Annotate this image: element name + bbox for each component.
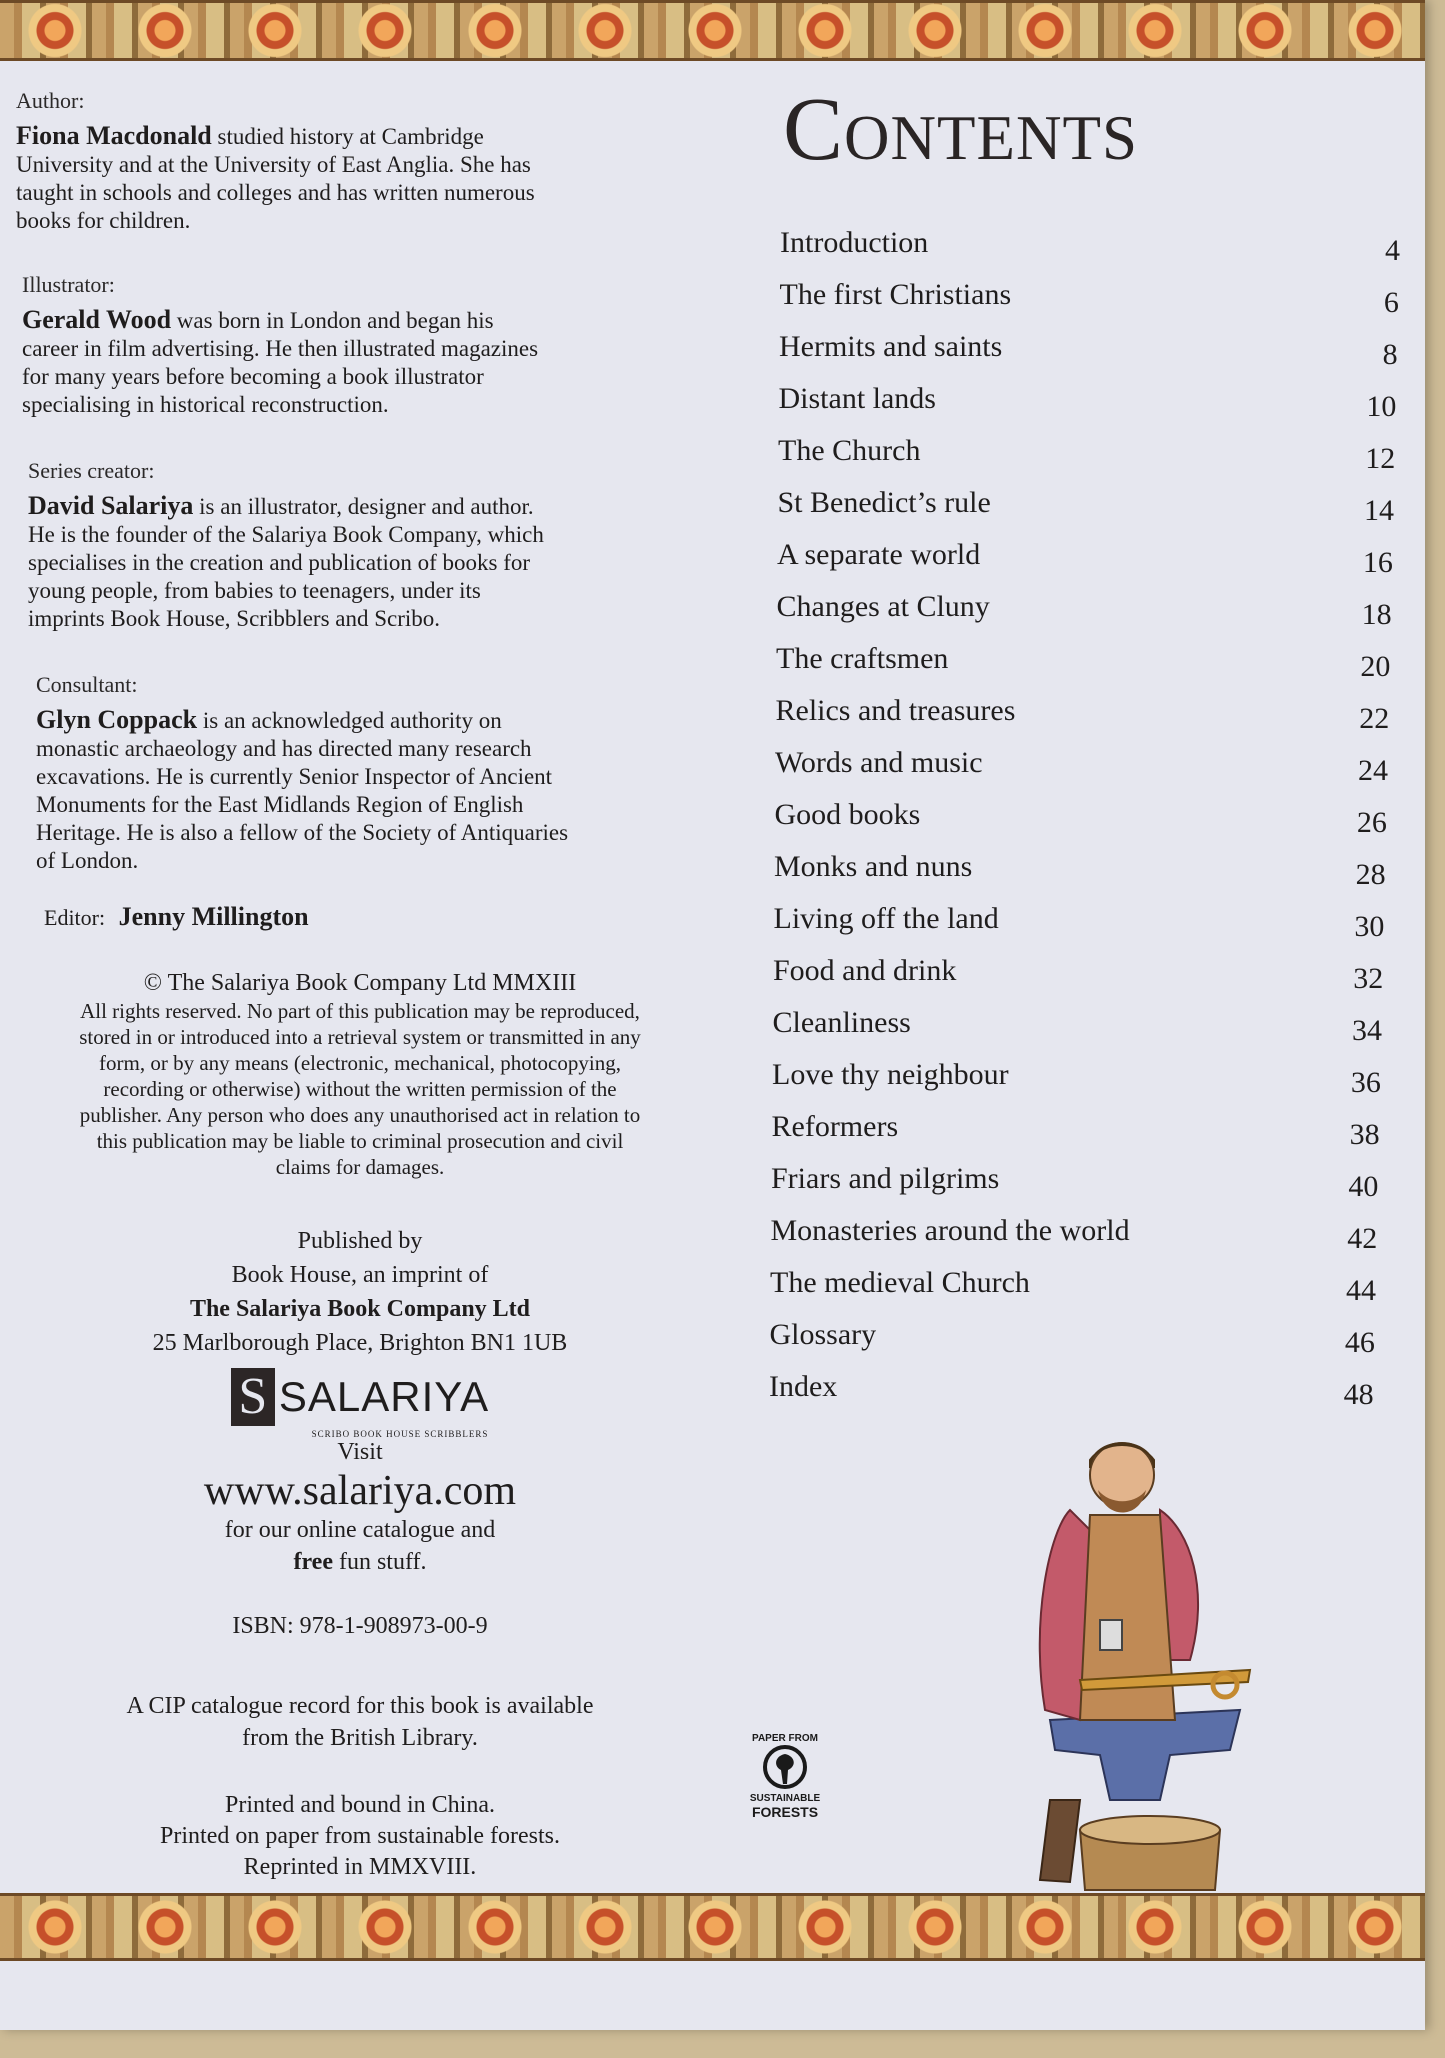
credit-bio: Fiona Macdonald studied history at Cambridge University and at the University of East Anglia. She has taught in schools and colleges and has written numerous books for children. bbox=[16, 121, 535, 233]
contents-entry-page: 22 bbox=[1359, 702, 1390, 735]
contents-entry-title: Hermits and saints bbox=[779, 330, 1003, 363]
contents-entry bbox=[770, 1310, 1375, 1362]
contents-entry-title: Index bbox=[769, 1370, 838, 1403]
contents-entry-page: 10 bbox=[1366, 390, 1397, 423]
website-link[interactable]: www.salariya.com bbox=[203, 1468, 517, 1514]
credit-label: Illustrator: bbox=[22, 272, 115, 297]
contents-entry-page: 42 bbox=[1347, 1222, 1378, 1255]
contents-entry-title: Living off the land bbox=[773, 902, 999, 935]
contents-entry bbox=[774, 894, 1385, 946]
contents-entry-title: St Benedict’s rule bbox=[777, 486, 991, 519]
cip-notice: A CIP catalogue record for this book is available from the British Library. bbox=[126, 1693, 594, 1751]
contents-entry bbox=[770, 1258, 1376, 1310]
credit-editor bbox=[44, 902, 724, 932]
credit-consultant bbox=[36, 672, 716, 875]
contents-entry-page: 8 bbox=[1382, 338, 1398, 371]
contents-entry-page: 28 bbox=[1355, 858, 1386, 891]
contents-entry-title: The Church bbox=[778, 434, 921, 467]
contents-entry bbox=[775, 738, 1388, 790]
contents-entry-page: 38 bbox=[1349, 1118, 1380, 1151]
credit-label: Author: bbox=[16, 88, 85, 113]
contents-entry bbox=[771, 1206, 1378, 1258]
credit-bio: Glyn Coppack is an acknowledged authority on monastic archaeology and has directed many research excavations. He is currently Senior Inspector of Ancient Monuments for the East Midlands Region of English Heritage. He is also a fellow of the Society of Antiquaries of London. bbox=[36, 705, 569, 873]
contents-entry-page: 48 bbox=[1343, 1378, 1374, 1411]
contents-entry-title: Words and music bbox=[775, 746, 983, 779]
isbn: ISBN: 978-1-908973-00-9 bbox=[232, 1613, 488, 1639]
credit-label: Series creator: bbox=[28, 458, 155, 483]
contents-entry bbox=[772, 1050, 1381, 1102]
credit-name: Glyn Coppack bbox=[36, 705, 198, 734]
contents-entry-title: Cleanliness bbox=[772, 1006, 911, 1039]
credit-bio: David Salariya is an illustrator, designer and author. He is the founder of the Salariya Book Company, which specialises in the creation and publication of books for young people, from babies to teenagers, under its imprints Book House, Scribblers and Scribo. bbox=[28, 491, 544, 631]
contents-entry bbox=[779, 322, 1398, 374]
tree-icon bbox=[757, 1744, 813, 1790]
decorative-border-top bbox=[0, 0, 1425, 61]
decorative-border-bottom bbox=[0, 1893, 1425, 1961]
contents-entry bbox=[776, 686, 1390, 738]
printing-notice: Printed and bound in China. Printed on paper from sustainable forests. Reprinted in MMXVIII. bbox=[160, 1792, 560, 1880]
contents-entry-page: 26 bbox=[1356, 806, 1387, 839]
contents-entry-title: Reformers bbox=[771, 1110, 899, 1143]
contents-entry-page: 4 bbox=[1385, 234, 1400, 267]
contents-entry-title: Glossary bbox=[769, 1318, 877, 1351]
contents-entry-title: Changes at Cluny bbox=[776, 590, 990, 623]
contents-entry bbox=[777, 530, 1393, 582]
sustainable-forests-logo: PAPER FROM SUSTAINABLE FORESTS bbox=[749, 1733, 821, 1820]
credit-name: David Salariya bbox=[28, 491, 194, 520]
contents-entry bbox=[778, 426, 1395, 478]
contents-entry-title: Monks and nuns bbox=[774, 850, 973, 883]
contents-entry bbox=[772, 1102, 1380, 1154]
credit-name: Gerald Wood bbox=[22, 305, 172, 334]
blacksmith-illustration bbox=[1010, 1420, 1260, 1900]
contents-entry-page: 34 bbox=[1352, 1014, 1382, 1047]
contents-entry bbox=[780, 218, 1400, 270]
contents-entry-title: Distant lands bbox=[778, 382, 936, 415]
contents-entry bbox=[771, 1154, 1378, 1206]
contents-entry-page: 46 bbox=[1344, 1326, 1375, 1359]
contents-entry-page: 24 bbox=[1358, 754, 1388, 787]
contents-entry bbox=[773, 998, 1383, 1050]
contents-entry-page: 14 bbox=[1364, 494, 1394, 527]
contents-entry-page: 44 bbox=[1346, 1274, 1376, 1307]
contents-entry bbox=[769, 1362, 1374, 1414]
contents-entry-page: 12 bbox=[1365, 442, 1396, 475]
credit-label: Consultant: bbox=[36, 672, 138, 697]
credit-label: Editor: bbox=[44, 905, 106, 930]
contents-entry-title: Friars and pilgrims bbox=[771, 1162, 1000, 1195]
contents-entry bbox=[773, 946, 1383, 998]
contents-entry bbox=[777, 582, 1392, 634]
contents-list bbox=[769, 218, 1400, 1414]
credit-name: Jenny Millington bbox=[118, 902, 309, 931]
contents-entry bbox=[778, 478, 1395, 530]
website-info: Visit www.salariya.com for our online catalogue and free fun stuff. bbox=[20, 1436, 700, 1578]
copyright-notice: © The Salariya Book Company Ltd MMXIII All rights reserved. No part of this publication may be reproduced, stored in or introduced into a retrieval system or transmitted in any form, or by any means (electronic, mechanical, photocopying, recording or otherwise) without the written permission of the publisher. Any person who does any unauthorised act in relation to this publication may be liable to criminal prosecution and civil claims for damages. bbox=[79, 970, 641, 1179]
salariya-logo-word: SALARIYA bbox=[278, 1373, 490, 1420]
salariya-logo-mark: S bbox=[231, 1368, 275, 1426]
contents-entry-page: 36 bbox=[1350, 1066, 1381, 1099]
contents-heading: Contents bbox=[783, 80, 1139, 179]
contents-entry-page: 30 bbox=[1354, 910, 1385, 943]
contents-entry bbox=[779, 374, 1397, 426]
contents-entry-title: Food and drink bbox=[773, 954, 957, 987]
contents-entry-title: The craftsmen bbox=[776, 642, 949, 675]
publisher-info: Published by Book House, an imprint of The Salariya Book Company Ltd 25 Marlborough Place, Brighton BN1 1UB bbox=[152, 1228, 568, 1356]
credit-bio: Gerald Wood was born in London and began his career in film advertising. He then illustrated magazines for many years before becoming a book illustrator specialising in historical reconstruction. bbox=[22, 305, 539, 417]
contents-entry-title: Relics and treasures bbox=[775, 694, 1016, 727]
contents-entry-page: 32 bbox=[1353, 962, 1384, 995]
contents-entry bbox=[776, 634, 1390, 686]
contents-entry bbox=[774, 842, 1386, 894]
contents-entry bbox=[775, 790, 1387, 842]
contents-entry-title: The first Christians bbox=[779, 278, 1012, 311]
salariya-logo-imprints: SCRIBO BOOK HOUSE SCRIBBLERS bbox=[311, 1429, 489, 1439]
credit-name: Fiona Macdonald bbox=[16, 121, 212, 150]
contents-entry-title: Introduction bbox=[780, 226, 929, 259]
contents-entry-title: A separate world bbox=[777, 538, 981, 571]
credit-series-creator bbox=[28, 458, 708, 633]
contents-entry-title: Good books bbox=[774, 798, 921, 831]
contents-entry-title: The medieval Church bbox=[770, 1266, 1030, 1299]
contents-entry-title: Love thy neighbour bbox=[772, 1058, 1009, 1091]
contents-entry-page: 6 bbox=[1383, 286, 1399, 319]
credit-illustrator bbox=[22, 272, 702, 419]
contents-entry-page: 18 bbox=[1361, 598, 1392, 631]
contents-entry-page: 16 bbox=[1362, 546, 1393, 579]
credit-author bbox=[16, 88, 696, 235]
contents-entry-page: 20 bbox=[1360, 650, 1391, 683]
contents-entry-page: 40 bbox=[1348, 1170, 1379, 1203]
contents-entry-title: Monasteries around the world bbox=[770, 1214, 1130, 1247]
contents-entry bbox=[780, 270, 1399, 322]
